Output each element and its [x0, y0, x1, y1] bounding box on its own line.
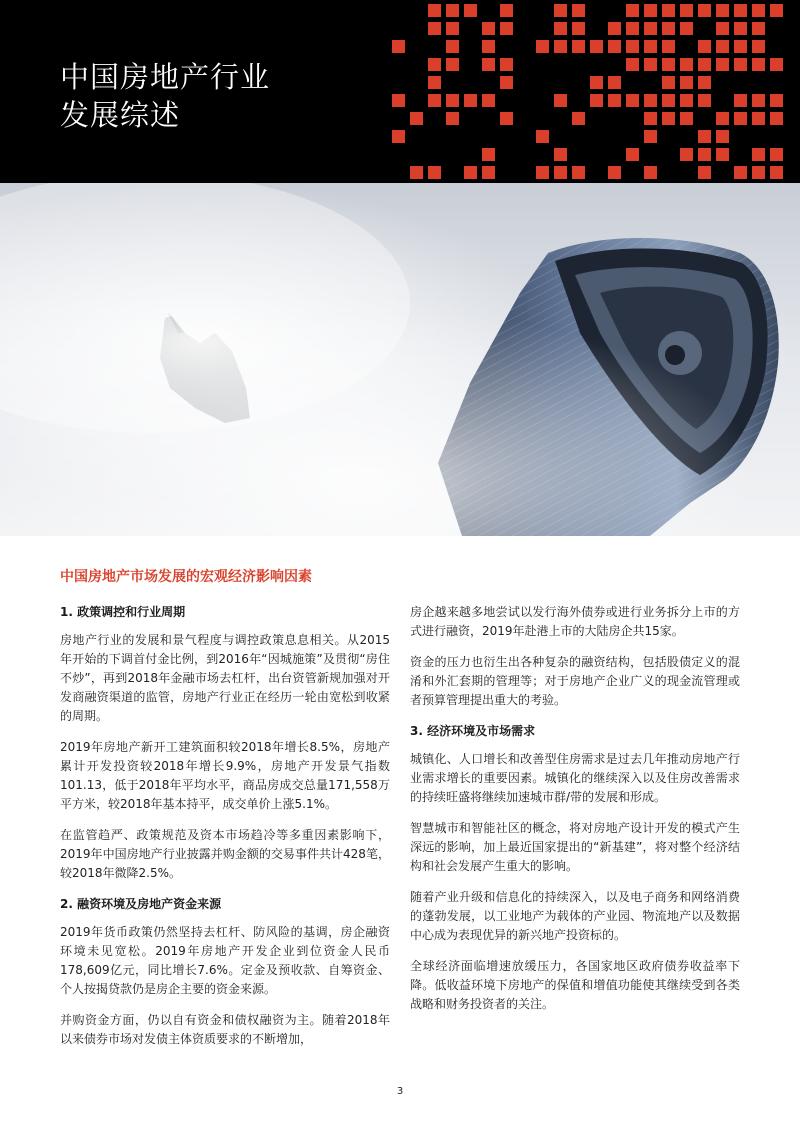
paragraph: 在监管趋严、政策规范及资本市场趋冷等多重因素影响下，2019年中国房地产行业披露并购金额的交易事件共计428笔，较2018年微降2.5%。	[60, 828, 390, 880]
mosaic-square	[680, 112, 693, 125]
mosaic-square	[716, 112, 729, 125]
subheading-economy: 3. 经济环境及市场需求	[410, 724, 536, 738]
page-title	[60, 58, 270, 134]
mosaic-square	[734, 4, 747, 17]
skyscraper-photo	[0, 183, 800, 536]
mosaic-square	[464, 94, 477, 107]
mosaic-square	[572, 112, 585, 125]
mosaic-square	[410, 112, 423, 125]
mosaic-square	[500, 112, 513, 125]
subheading-policy: 1. 政策调控和行业周期	[60, 605, 186, 619]
mosaic-square	[752, 112, 765, 125]
mosaic-square	[482, 22, 495, 35]
paragraph: 资金的压力也衍生出各种复杂的融资结构，包括股债定义的混淆和外汇套期的管理等；对于房地产企业广义的现金流管理或者预算管理提出重大的考验。	[410, 655, 740, 707]
mosaic-square	[446, 40, 459, 53]
mosaic-square	[716, 148, 729, 161]
mosaic-square	[428, 22, 441, 35]
mosaic-square	[698, 94, 711, 107]
mosaic-square	[716, 130, 729, 143]
paragraph: 2019年房地产新开工建筑面积较2018年增长8.5%，房地产累计开发投资较2018年增长9.9%，房地产开发景气指数101.13，低于2018年平均水平，商品房成交总量171,558万平方米，较2018年基本持平，成交单价上涨5.1%。	[60, 740, 390, 811]
mosaic-square	[536, 166, 549, 179]
header-banner	[0, 0, 800, 183]
mosaic-square	[482, 58, 495, 71]
mosaic-square	[554, 4, 567, 17]
mosaic-square	[482, 166, 495, 179]
mosaic-square	[698, 4, 711, 17]
mosaic-square	[644, 40, 657, 53]
mosaic-square	[716, 58, 729, 71]
mosaic-square	[716, 40, 729, 53]
mosaic-square	[536, 130, 549, 143]
right-column	[410, 603, 740, 1026]
mosaic-square	[500, 76, 513, 89]
mosaic-square	[572, 166, 585, 179]
pixel-mosaic-decoration	[390, 0, 800, 183]
mosaic-square	[680, 22, 693, 35]
mosaic-square	[464, 4, 477, 17]
mosaic-square	[428, 76, 441, 89]
mosaic-square	[626, 58, 639, 71]
mosaic-square	[536, 40, 549, 53]
mosaic-square	[734, 58, 747, 71]
mosaic-square	[770, 112, 783, 125]
mosaic-square	[734, 94, 747, 107]
mosaic-square	[554, 40, 567, 53]
mosaic-square	[590, 76, 603, 89]
mosaic-square	[644, 94, 657, 107]
mosaic-square	[392, 130, 405, 143]
mosaic-square	[698, 40, 711, 53]
mosaic-square	[644, 112, 657, 125]
mosaic-square	[662, 94, 675, 107]
mosaic-square	[698, 148, 711, 161]
mosaic-square	[680, 4, 693, 17]
mosaic-square	[770, 94, 783, 107]
mosaic-square	[716, 4, 729, 17]
title-line-2: 发展综述	[60, 98, 181, 132]
mosaic-square	[734, 40, 747, 53]
mosaic-square	[428, 94, 441, 107]
title-line-1: 中国房地产行业	[60, 60, 271, 94]
mosaic-square	[770, 58, 783, 71]
mosaic-square	[680, 58, 693, 71]
mosaic-square	[644, 166, 657, 179]
paragraph: 房地产行业的发展和景气程度与调控政策息息相关。从2015年开始的下调首付金比例，到2016年“因城施策”及贯彻“房住不炒”，再到2018年金融市场去杠杆，出台资管新规加强对开发商融资渠道的监管，房地产行业正在经历一轮由宽松到收紧的周期。	[60, 633, 390, 723]
paragraph: 房企越来越多地尝试以发行海外债券或进行业务拆分上市的方式进行融资，2019年赴港上市的大陆房企共15家。	[410, 605, 740, 638]
mosaic-square	[698, 130, 711, 143]
mosaic-square	[428, 166, 441, 179]
mosaic-square	[554, 166, 567, 179]
left-column	[60, 603, 390, 1061]
mosaic-square	[698, 166, 711, 179]
mosaic-square	[428, 4, 441, 17]
mosaic-square	[554, 94, 567, 107]
mosaic-square	[662, 40, 675, 53]
mosaic-square	[662, 76, 675, 89]
page-number: 3	[396, 1086, 404, 1097]
mosaic-square	[392, 40, 405, 53]
mosaic-square	[770, 166, 783, 179]
mosaic-square	[410, 166, 423, 179]
paragraph: 随着产业升级和信息化的持续深入，以及电子商务和网络消费的蓬勃发展，以工业地产为载体的产业园、物流地产以及数据中心成为表现优异的新兴地产投资标的。	[410, 890, 740, 942]
mosaic-square	[608, 40, 621, 53]
mosaic-square	[392, 94, 405, 107]
mosaic-square	[608, 94, 621, 107]
mosaic-square	[644, 58, 657, 71]
mosaic-square	[752, 166, 765, 179]
mosaic-square	[734, 112, 747, 125]
mosaic-square	[698, 58, 711, 71]
mosaic-square	[590, 40, 603, 53]
mosaic-square	[554, 22, 567, 35]
paragraph: 2019年货币政策仍然坚持去杠杆、防风险的基调，房企融资环境未见宽松。2019年房地产开发企业到位资金人民币178,609亿元，同比增长7.6%。定金及预收款、自筹资金、个人按揭贷款仍是房企主要的资金来源。	[60, 925, 390, 996]
paragraph: 并购资金方面，仍以自有资金和债权融资为主。随着2018年以来债券市场对发债主体资质要求的不断增加，	[60, 1013, 390, 1046]
mosaic-square	[662, 4, 675, 17]
mosaic-square	[446, 112, 459, 125]
mosaic-square	[608, 22, 621, 35]
subheading-financing: 2. 融资环境及房地产资金来源	[60, 897, 222, 911]
mosaic-square	[446, 94, 459, 107]
mosaic-square	[500, 4, 513, 17]
mosaic-square	[644, 4, 657, 17]
mosaic-square	[752, 58, 765, 71]
mosaic-square	[608, 76, 621, 89]
mosaic-square	[662, 58, 675, 71]
mosaic-square	[734, 166, 747, 179]
paragraph: 全球经济面临增速放缓压力，各国家地区政府债券收益率下降。低收益环境下房地产的保值和增值功能使其继续受到各类战略和财务投资者的关注。	[410, 959, 740, 1011]
mosaic-square	[644, 22, 657, 35]
mosaic-square	[752, 4, 765, 17]
mosaic-square	[446, 4, 459, 17]
mosaic-square	[662, 22, 675, 35]
mosaic-square	[716, 22, 729, 35]
mosaic-square	[554, 148, 567, 161]
mosaic-square	[626, 40, 639, 53]
mosaic-square	[464, 166, 477, 179]
mosaic-square	[590, 94, 603, 107]
mosaic-square	[752, 40, 765, 53]
mosaic-square	[752, 22, 765, 35]
mosaic-square	[572, 40, 585, 53]
mosaic-square	[446, 58, 459, 71]
mosaic-square	[500, 58, 513, 71]
mosaic-square	[644, 130, 657, 143]
mosaic-square	[752, 148, 765, 161]
mosaic-square	[662, 112, 675, 125]
mosaic-square	[734, 22, 747, 35]
mosaic-square	[572, 4, 585, 17]
paragraph: 城镇化、人口增长和改善型住房需求是过去几年推动房地产行业需求增长的重要因素。城镇化的继续深入以及住房改善需求的持续旺盛将继续加速城市群/带的发展和形成。	[410, 752, 740, 804]
mosaic-square	[572, 22, 585, 35]
paragraph: 智慧城市和智能社区的概念，将对房地产设计开发的模式产生深远的影响，加上最近国家提出的“新基建”，将对整个经济结构和社会发展产生重大的影响。	[410, 821, 740, 873]
mosaic-square	[482, 148, 495, 161]
mosaic-square	[626, 22, 639, 35]
mosaic-square	[752, 94, 765, 107]
mosaic-square	[446, 22, 459, 35]
mosaic-square	[680, 76, 693, 89]
mosaic-square	[626, 4, 639, 17]
mosaic-square	[680, 94, 693, 107]
mosaic-square	[428, 58, 441, 71]
mosaic-square	[482, 40, 495, 53]
mosaic-square	[626, 94, 639, 107]
mosaic-square	[500, 22, 513, 35]
mosaic-square	[482, 94, 495, 107]
mosaic-square	[770, 148, 783, 161]
mosaic-square	[680, 148, 693, 161]
mosaic-square	[698, 76, 711, 89]
section-heading: 中国房地产市场发展的宏观经济影响因素	[60, 569, 312, 585]
mosaic-square	[626, 148, 639, 161]
mosaic-square	[770, 4, 783, 17]
mosaic-square	[608, 166, 621, 179]
